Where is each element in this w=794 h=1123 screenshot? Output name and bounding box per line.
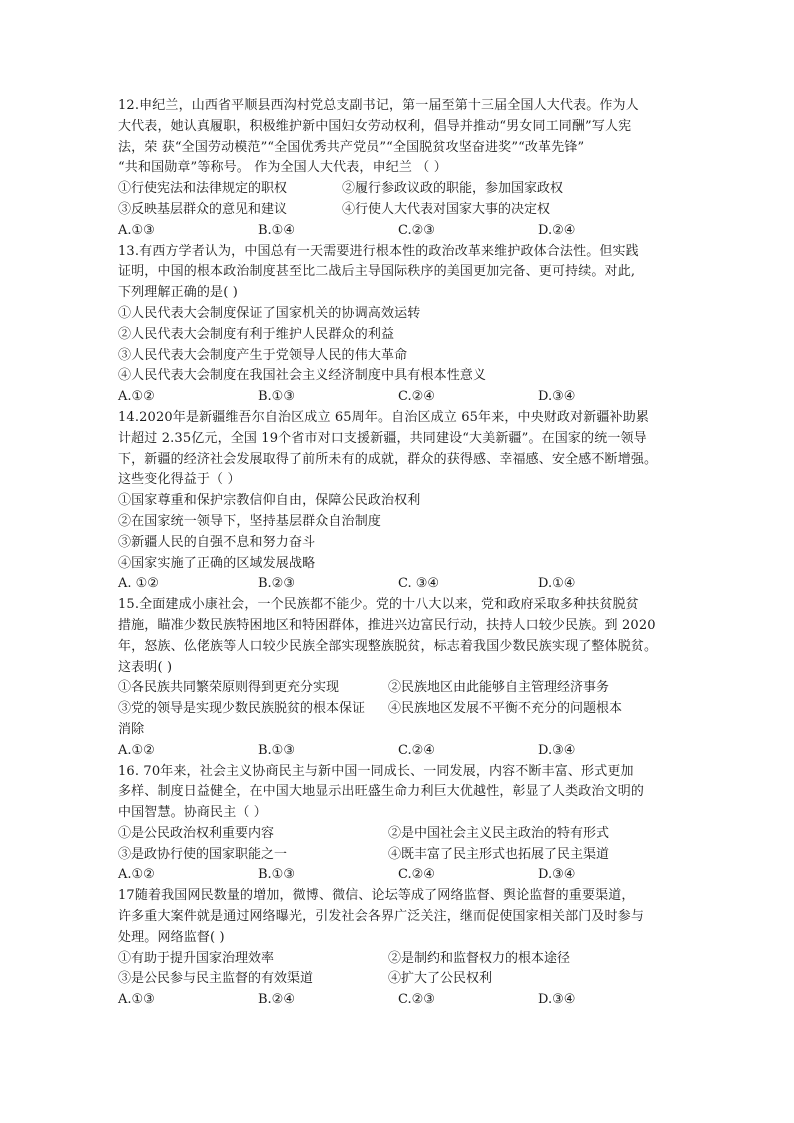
statement-1: ①各民族共同繁荣原则得到更充分实现: [118, 680, 340, 696]
statement-2: ②履行参政议政的职能，参加国家政权: [342, 181, 564, 197]
statement-4: ④国家实施了正确的区域发展战略: [118, 555, 316, 571]
option-d: D.②④: [538, 222, 576, 238]
question-14: [118, 408, 678, 595]
option-d: D.③④: [538, 742, 576, 758]
option-a: A.①②: [118, 742, 155, 758]
question-stem-line: 17随着我国网民数量的增加，微博、微信、论坛等成了网络监督、舆论监督的重要渠道，: [118, 888, 635, 904]
question-12: [118, 96, 678, 242]
question-stem-line: 多样、制度日益健全，在中国大地显示出旺盛生命力利巨大优越性，彰显了人类政治文明的: [118, 784, 645, 800]
statement-3: ③新疆人民的自强不息和努力奋斗: [118, 534, 316, 550]
question-15: [118, 595, 678, 761]
statement-1: ①行使宪法和法律规定的职权: [118, 181, 288, 197]
question-stem-line: 年，怒族、仫佬族等人口较少民族全部实现整族脱贫，标志着我国少数民族实现了整体脱贫。: [118, 638, 658, 654]
option-b: B.②③: [258, 576, 295, 592]
options-row: [118, 387, 678, 408]
option-a: A.①③: [118, 222, 155, 238]
question-stem-line: 措施，瞄准少数民族特困地区和特困群体，推进兴边富民行动，扶持人口较少民族。到 2020: [118, 617, 656, 633]
option-b: B.②④: [258, 992, 295, 1008]
question-stem-line: 下列理解正确的是( ): [118, 285, 238, 301]
statement-1: ①有助于提升国家治理效率: [118, 950, 275, 966]
statement-4: ④行使人大代表对国家大事的决定权: [342, 201, 551, 217]
statement-2: ②民族地区由此能够自主管理经济事务: [388, 680, 610, 696]
question-17: [118, 886, 678, 1011]
statement-2: ②是制约和监督权力的根本途径: [388, 950, 571, 966]
option-c: C. ③④: [398, 576, 440, 592]
statement-2: ②是中国社会主义民主政治的特有形式: [388, 825, 610, 841]
question-stem-line: 这些变化得益于（ ）: [118, 472, 241, 488]
statement-4: ④民族地区发展不平衡不充分的问题根本: [388, 701, 623, 717]
question-stem-line: 16. 70年来，社会主义协商民主与新中国一同成长、一同发展，内容不断丰富、形式更加: [118, 763, 634, 779]
options-row: [118, 741, 678, 762]
question-13: [118, 242, 678, 408]
question-stem-line: 这表明( ): [118, 659, 173, 675]
option-c: C.②③: [398, 992, 435, 1008]
option-b: B.①③: [258, 389, 295, 405]
statement-4: ④人民代表大会制度在我国社会主义经济制度中具有根本性意义: [118, 368, 487, 384]
option-d: D.③④: [538, 992, 576, 1008]
options-row: [118, 221, 678, 242]
option-b: B.①③: [258, 867, 295, 883]
question-stem-line: 下，新疆的经济社会发展取得了前所未有的成就，群众的获得感、幸福感、安全感不断增强。: [118, 451, 658, 467]
question-stem-line: 13.有西方学者认为，中国总有一天需要进行根本性的政治改革来维护政体合法性。但实践: [118, 243, 639, 259]
question-stem-line: 法，荣 获“全国劳动模范”“全国优秀共产党员”“全国脱贫攻坚奋进奖”“改革先锋”: [118, 139, 585, 155]
exam-page: [118, 96, 678, 1011]
question-stem-line: 证明，中国的根本政治制度甚至比二战后主导国际秩序的美国更加完备、更可持续。对此,: [118, 264, 636, 280]
statement-row: [118, 949, 678, 970]
statement-3: ③是政协行使的国家职能之一: [118, 846, 288, 862]
option-c: C.②③: [398, 222, 435, 238]
option-a: A.①③: [118, 992, 155, 1008]
statement-4-continued: 消除: [118, 721, 145, 737]
statement-row: [118, 845, 678, 866]
statement-row: [118, 699, 678, 720]
statement-3: ③是公民参与民主监督的有效渠道: [118, 971, 314, 987]
option-d: D.①④: [538, 576, 576, 592]
options-row: [118, 574, 678, 595]
question-stem-line: “共和国勋章”等称号。 作为全国人大代表，申纪兰 （ ）: [118, 160, 447, 176]
statement-row: [118, 200, 678, 221]
question-stem-line: 处理。网络监督( ): [118, 929, 225, 945]
option-c: C.②④: [398, 389, 435, 405]
option-c: C.②④: [398, 742, 435, 758]
question-stem-line: 12.申纪兰，山西省平顺县西沟村党总支副书记，第一届至第十三届全国人大代表。作为人: [118, 98, 639, 113]
options-row: [118, 990, 678, 1011]
statement-4: ④扩大了公民权利: [388, 971, 493, 987]
question-stem-line: 15.全面建成小康社会，一个民族都不能少。党的十八大以来，党和政府采取多种扶贫脱贫: [118, 597, 639, 613]
statement-row: [118, 824, 678, 845]
option-a: A.①②: [118, 867, 155, 883]
statement-1: ①是公民政治权利重要内容: [118, 825, 275, 841]
statement-2: ②人民代表大会制度有利于维护人民群众的利益: [118, 326, 395, 342]
option-d: D.③④: [538, 867, 576, 883]
statement-row: [118, 179, 678, 200]
option-a: A.①②: [118, 389, 155, 405]
statement-3: ③反映基层群众的意见和建议: [118, 201, 288, 217]
statement-row: [118, 969, 678, 990]
statement-3: ③党的领导是实现少数民族脱贫的根本保证: [118, 701, 366, 717]
question-stem-line: 计超过 2.35亿元，全国 19个省市对口支援新疆，共同建设“大美新疆”。在国家的统一领导: [118, 430, 647, 446]
statement-1: ①人民代表大会制度保证了国家机关的协调高效运转: [118, 305, 421, 321]
statement-1: ①国家尊重和保护宗教信仰自由，保障公民政治权利: [118, 493, 421, 509]
question-stem-line: 14.2020年是新疆维吾尔自治区成立 65周年。自治区成立 65年来，中央财政对新疆补助累: [118, 409, 650, 425]
statement-4: ④既丰富了民主形式也拓展了民主渠道: [388, 846, 610, 862]
option-b: B.①③: [258, 742, 295, 758]
options-row: [118, 865, 678, 886]
option-a: A. ①②: [118, 576, 159, 592]
statement-row: [118, 678, 678, 699]
question-16: [118, 762, 678, 887]
question-stem-line: 大代表，她认真履职，积极维护新中国妇女劳动权利，倡导并推动“男女同工同酬”写人宪: [118, 118, 632, 134]
option-c: C.②④: [398, 867, 435, 883]
statement-3: ③人民代表大会制度产生于党领导人民的伟大革命: [118, 347, 408, 363]
question-stem-line: 许多重大案件就是通过网络曝光，引发社会各界广泛关注，继而促使国家相关部门及时参与: [118, 909, 645, 925]
question-stem-line: 中国智慧。协商民主（ ）: [118, 805, 267, 821]
statement-2: ②在国家统一领导下，坚持基层群众自治制度: [118, 513, 382, 529]
option-b: B.①④: [258, 222, 295, 238]
option-d: D.③④: [538, 389, 576, 405]
